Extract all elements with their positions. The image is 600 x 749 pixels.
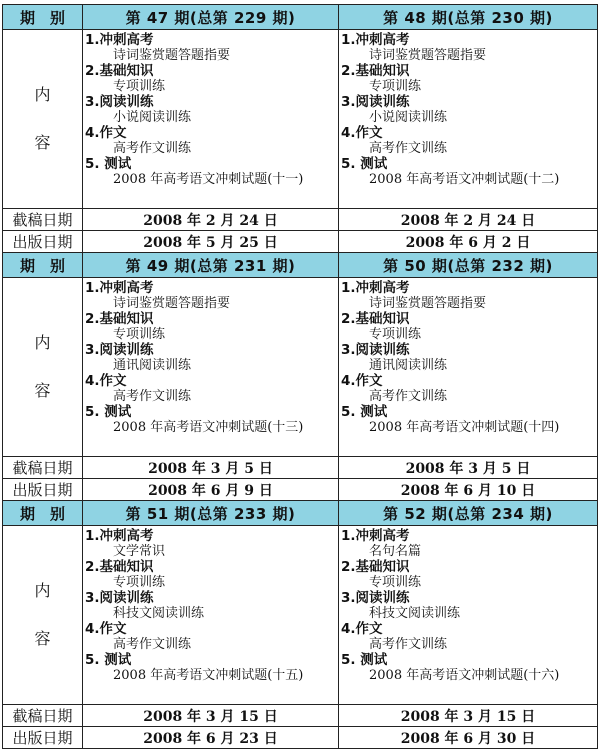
item-subtitle: 高考作文训练 xyxy=(369,389,448,404)
publish-date-value: 2008 年 5 月 25 日 xyxy=(83,231,339,253)
issue-item-list xyxy=(339,278,597,437)
issue-item xyxy=(341,63,593,94)
issue-item xyxy=(341,32,593,63)
item-heading: 5. 测试 xyxy=(85,652,132,668)
issue-contents xyxy=(83,278,339,457)
item-heading: 5. 测试 xyxy=(85,404,132,420)
item-heading: 4.作文 xyxy=(341,373,383,389)
item-subtitle: 诗词鉴赏题答题指要 xyxy=(113,296,231,311)
item-subtitle: 高考作文训练 xyxy=(369,141,448,156)
issue-item xyxy=(85,125,334,156)
issue-contents xyxy=(339,526,598,705)
issue-contents xyxy=(339,30,598,209)
issue-item xyxy=(85,311,334,342)
submit-date-label: 截稿日期 xyxy=(3,705,83,727)
item-heading: 3.阅读训练 xyxy=(341,590,410,606)
issue-title: 第 47 期(总第 229 期) xyxy=(83,5,339,30)
item-subtitle: 专项训练 xyxy=(113,327,166,342)
issue-item xyxy=(341,559,593,590)
content-label-bottom: 容 xyxy=(34,381,51,400)
item-heading: 1.冲刺高考 xyxy=(85,32,154,48)
period-label: 期 别 xyxy=(3,501,83,526)
issue-item xyxy=(341,528,593,559)
item-heading: 3.阅读训练 xyxy=(341,94,410,110)
issue-item xyxy=(341,621,593,652)
item-heading: 5. 测试 xyxy=(341,652,388,668)
issue-item xyxy=(341,156,593,187)
item-heading: 4.作文 xyxy=(85,125,127,141)
item-subtitle: 专项训练 xyxy=(113,575,166,590)
item-subtitle: 名句名篇 xyxy=(369,544,422,559)
issue-item-list xyxy=(83,278,338,437)
issue-item xyxy=(341,590,593,621)
schedule-table-body xyxy=(3,5,598,749)
item-heading: 5. 测试 xyxy=(341,404,388,420)
item-subtitle: 2008 年高考语文冲刺试题(十一) xyxy=(113,172,304,187)
issue-item xyxy=(85,590,334,621)
item-subtitle: 诗词鉴赏题答题指要 xyxy=(369,296,487,311)
issue-item xyxy=(85,63,334,94)
issue-contents xyxy=(339,278,598,457)
issue-item-list xyxy=(83,526,338,685)
submit-date-value: 2008 年 3 月 15 日 xyxy=(339,705,598,727)
issue-title: 第 49 期(总第 231 期) xyxy=(83,253,339,278)
item-heading: 4.作文 xyxy=(85,621,127,637)
item-heading: 2.基础知识 xyxy=(341,63,410,79)
issue-item xyxy=(341,311,593,342)
submit-date-row xyxy=(3,457,598,479)
item-subtitle: 2008 年高考语文冲刺试题(十六) xyxy=(369,668,560,683)
item-heading: 1.冲刺高考 xyxy=(341,280,410,296)
issue-item xyxy=(341,94,593,125)
submit-date-value: 2008 年 3 月 5 日 xyxy=(83,457,339,479)
issue-contents xyxy=(83,30,339,209)
item-subtitle: 专项训练 xyxy=(113,79,166,94)
issue-item xyxy=(341,373,593,404)
period-label: 期 别 xyxy=(3,253,83,278)
submit-date-value: 2008 年 3 月 15 日 xyxy=(83,705,339,727)
publish-date-value: 2008 年 6 月 30 日 xyxy=(339,727,598,749)
content-label xyxy=(3,30,83,209)
publish-date-row xyxy=(3,231,598,253)
issue-header-row xyxy=(3,501,598,526)
content-label xyxy=(3,526,83,705)
issue-content-row xyxy=(3,30,598,209)
submit-date-label: 截稿日期 xyxy=(3,209,83,231)
item-subtitle: 高考作文训练 xyxy=(113,637,192,652)
item-heading: 3.阅读训练 xyxy=(85,342,154,358)
item-heading: 2.基础知识 xyxy=(85,559,154,575)
issue-title: 第 50 期(总第 232 期) xyxy=(339,253,598,278)
item-subtitle: 诗词鉴赏题答题指要 xyxy=(113,48,231,63)
item-heading: 5. 测试 xyxy=(341,156,388,172)
issue-item xyxy=(341,652,593,683)
issue-item xyxy=(85,32,334,63)
issue-header-row xyxy=(3,253,598,278)
issue-title: 第 51 期(总第 233 期) xyxy=(83,501,339,526)
item-heading: 3.阅读训练 xyxy=(85,94,154,110)
content-label xyxy=(3,278,83,457)
issue-item xyxy=(85,528,334,559)
publish-date-row xyxy=(3,727,598,749)
submit-date-row xyxy=(3,705,598,727)
issue-item xyxy=(341,280,593,311)
item-heading: 1.冲刺高考 xyxy=(341,32,410,48)
submit-date-value: 2008 年 3 月 5 日 xyxy=(339,457,598,479)
issue-item xyxy=(85,652,334,683)
issue-item xyxy=(85,559,334,590)
issue-contents xyxy=(83,526,339,705)
item-subtitle: 2008 年高考语文冲刺试题(十五) xyxy=(113,668,304,683)
item-subtitle: 小说阅读训练 xyxy=(369,110,448,125)
issue-item xyxy=(341,125,593,156)
content-label-bottom: 容 xyxy=(34,629,51,648)
issue-item xyxy=(85,342,334,373)
issue-content-row xyxy=(3,278,598,457)
content-label-top: 内 xyxy=(34,333,51,352)
item-subtitle: 专项训练 xyxy=(369,327,422,342)
issue-item xyxy=(85,156,334,187)
submit-date-value: 2008 年 2 月 24 日 xyxy=(83,209,339,231)
item-heading: 2.基础知识 xyxy=(341,311,410,327)
item-heading: 2.基础知识 xyxy=(341,559,410,575)
period-label: 期 别 xyxy=(3,5,83,30)
issue-item-list xyxy=(339,526,597,685)
item-subtitle: 专项训练 xyxy=(369,79,422,94)
item-subtitle: 高考作文训练 xyxy=(113,141,192,156)
item-subtitle: 通讯阅读训练 xyxy=(369,358,448,373)
item-heading: 2.基础知识 xyxy=(85,63,154,79)
content-label-top: 内 xyxy=(34,85,51,104)
submit-date-value: 2008 年 2 月 24 日 xyxy=(339,209,598,231)
issue-header-row xyxy=(3,5,598,30)
publish-date-label: 出版日期 xyxy=(3,231,83,253)
item-subtitle: 2008 年高考语文冲刺试题(十四) xyxy=(369,420,560,435)
item-subtitle: 科技文阅读训练 xyxy=(113,606,205,621)
issue-item xyxy=(85,94,334,125)
issue-item xyxy=(85,404,334,435)
issue-title: 第 48 期(总第 230 期) xyxy=(339,5,598,30)
issue-item xyxy=(85,373,334,404)
issue-schedule-table xyxy=(2,4,598,749)
item-heading: 1.冲刺高考 xyxy=(85,280,154,296)
publish-date-value: 2008 年 6 月 9 日 xyxy=(83,479,339,501)
item-subtitle: 2008 年高考语文冲刺试题(十二) xyxy=(369,172,560,187)
item-heading: 5. 测试 xyxy=(85,156,132,172)
issue-content-row xyxy=(3,526,598,705)
item-heading: 3.阅读训练 xyxy=(85,590,154,606)
issue-item-list xyxy=(339,30,597,189)
item-subtitle: 文学常识 xyxy=(113,544,166,559)
item-subtitle: 小说阅读训练 xyxy=(113,110,192,125)
publish-date-label: 出版日期 xyxy=(3,479,83,501)
issue-item xyxy=(341,342,593,373)
item-heading: 1.冲刺高考 xyxy=(85,528,154,544)
item-subtitle: 2008 年高考语文冲刺试题(十三) xyxy=(113,420,304,435)
publish-date-value: 2008 年 6 月 2 日 xyxy=(339,231,598,253)
item-subtitle: 科技文阅读训练 xyxy=(369,606,461,621)
item-heading: 1.冲刺高考 xyxy=(341,528,410,544)
submit-date-label: 截稿日期 xyxy=(3,457,83,479)
publish-date-value: 2008 年 6 月 23 日 xyxy=(83,727,339,749)
item-heading: 4.作文 xyxy=(85,373,127,389)
item-subtitle: 专项训练 xyxy=(369,575,422,590)
item-heading: 3.阅读训练 xyxy=(341,342,410,358)
content-label-bottom: 容 xyxy=(34,133,51,152)
publish-date-label: 出版日期 xyxy=(3,727,83,749)
publish-date-row xyxy=(3,479,598,501)
publish-date-value: 2008 年 6 月 10 日 xyxy=(339,479,598,501)
issue-title: 第 52 期(总第 234 期) xyxy=(339,501,598,526)
submit-date-row xyxy=(3,209,598,231)
issue-item xyxy=(85,280,334,311)
content-label-top: 内 xyxy=(34,581,51,600)
issue-item xyxy=(85,621,334,652)
issue-item xyxy=(341,404,593,435)
item-heading: 4.作文 xyxy=(341,621,383,637)
issue-item-list xyxy=(83,30,338,189)
item-heading: 2.基础知识 xyxy=(85,311,154,327)
item-subtitle: 高考作文训练 xyxy=(369,637,448,652)
item-heading: 4.作文 xyxy=(341,125,383,141)
item-subtitle: 高考作文训练 xyxy=(113,389,192,404)
item-subtitle: 诗词鉴赏题答题指要 xyxy=(369,48,487,63)
item-subtitle: 通讯阅读训练 xyxy=(113,358,192,373)
